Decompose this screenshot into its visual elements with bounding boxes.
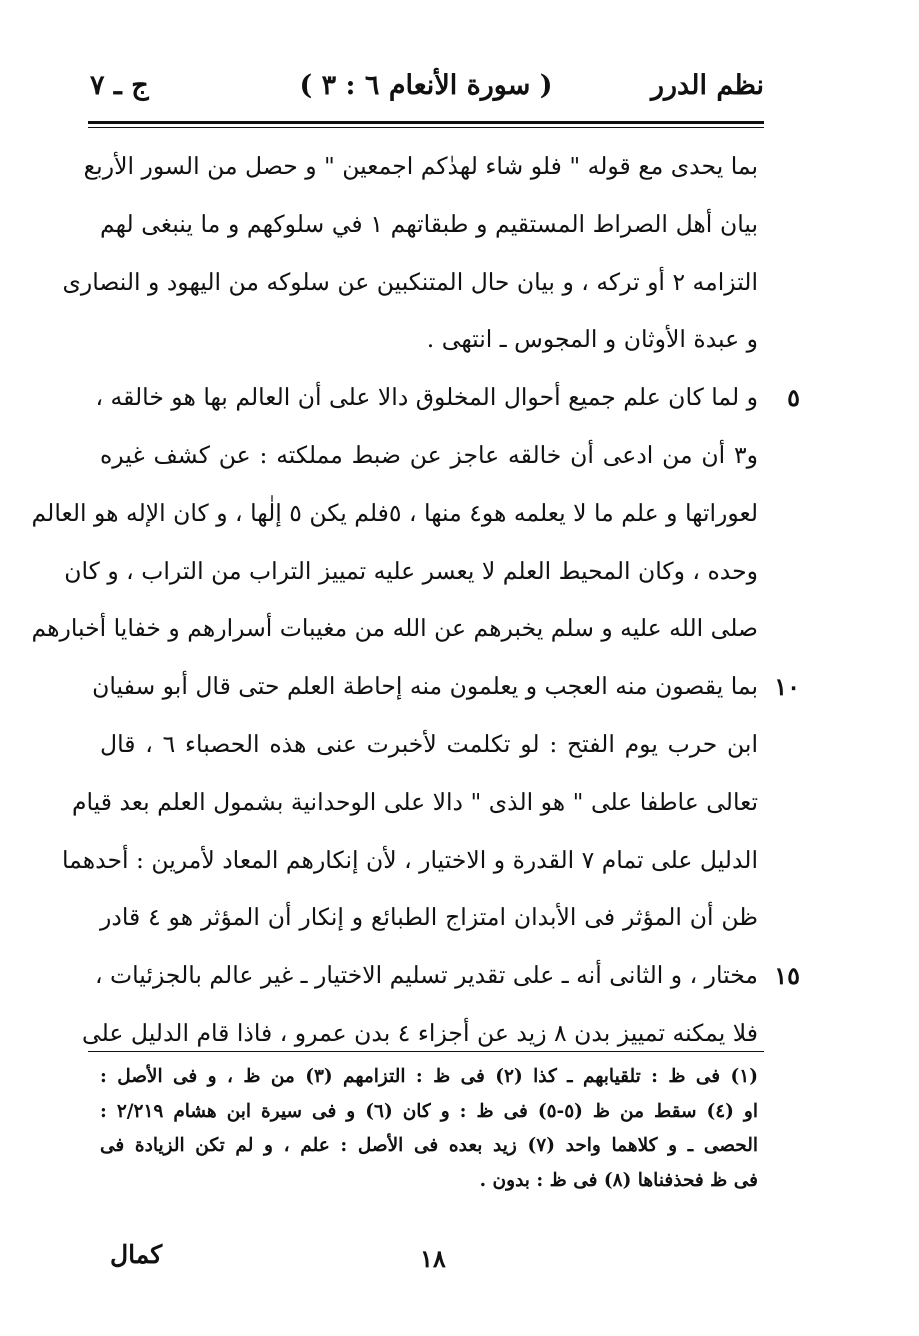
footnote-line: فى ظ فحذفناها (٨) فى ظ : بدون . — [479, 1169, 758, 1191]
text-line — [83, 138, 758, 196]
line-number: ٥ — [787, 383, 800, 413]
text-line — [61, 832, 758, 890]
line-text: ظن أن المؤثر فى الأبدان امتزاج الطبائع و إنكار أن المؤثر هو ٤ قادر — [100, 903, 759, 932]
volume-label: ج ـ ٧ — [90, 70, 149, 101]
line-text: بيان أهل الصراط المستقيم و طبقاتهم ١ في سلوكهم و ما ينبغى لهم — [100, 209, 758, 238]
text-line — [31, 600, 758, 658]
text-line — [31, 485, 758, 543]
text-line — [71, 774, 758, 832]
header-rule-thick — [88, 121, 764, 124]
text-line — [100, 196, 758, 254]
text-line — [100, 311, 758, 369]
line-text: وحده ، وكان المحيط العلم لا يعسر عليه تمييز التراب من التراب ، و كان — [64, 556, 758, 585]
text-line — [62, 254, 758, 312]
main-text — [31, 138, 800, 1063]
footnote-line: او (٤) سقط من ظ (٥-٥) فى ظ : و كان (٦) و فى سيرة ابن هشام ٢/٢١٩ : — [100, 1100, 758, 1122]
text-line — [82, 1005, 758, 1063]
surah-reference: ( سورة الأنعام ٦ : ٣ ) — [299, 70, 553, 101]
line-text: بما يقصون منه العجب و يعلمون منه إحاطة العلم حتى قال أبو سفيان — [92, 672, 758, 701]
text-line — [100, 427, 758, 485]
line-number: ١٠ — [774, 672, 800, 702]
catchword: كمال — [110, 1240, 163, 1269]
text-line — [100, 889, 758, 947]
line-text: التزامه ٢ أو تركه ، و بيان حال المتنكبين عن سلوكه من اليهود و النصارى — [62, 267, 758, 296]
line-text: و٣ أن من ادعى أن خالقه عاجز عن ضبط مملكته : عن كشف غيره — [100, 440, 758, 469]
line-text: صلى الله عليه و سلم يخبرهم عن الله من مغيبات أسرارهم و خفايا أخبارهم — [31, 614, 758, 643]
line-number: ١٥ — [774, 961, 800, 991]
text-line — [64, 543, 758, 601]
text-line — [92, 658, 800, 716]
line-text: مختار ، و الثانى أنه ـ على تقدير تسليم الاختيار ـ غير عالم بالجزئيات ، — [94, 961, 758, 990]
footnote-separator — [88, 1051, 764, 1052]
line-text: فلا يمكنه تمييز بدن ٨ زيد عن أجزاء ٤ بدن عمرو ، فاذا قام الدليل على — [82, 1018, 758, 1047]
line-text: الدليل على تمام ٧ القدرة و الاختيار ، لأن إنكارهم المعاد لأمرين : أحدهما — [61, 845, 758, 874]
line-text: ابن حرب يوم الفتح : لو تكلمت لأخبرت عنى هذه الحصباء ٦ ، قال — [100, 729, 758, 758]
line-text: و عبدة الأوثان و المجوس ـ انتهى . — [426, 325, 758, 354]
line-text: لعوراتها و علم ما لا يعلمه هو٤ منها ، ٥فلم يكن ٥ إلٰها ، و كان الإله هو العالم — [31, 498, 758, 527]
footnote-line: الحصى ـ و كلاهما واحد (٧) زيد بعده فى الأصل : علم ، و لم تكن الزيادة فى — [100, 1135, 758, 1156]
book-title: نظم الدرر — [650, 70, 764, 101]
header-rule-thin — [88, 127, 764, 128]
line-text: و لما كان علم جميع أحوال المخلوق دالا على أن العالم بها هو خالقه ، — [95, 383, 758, 412]
text-line — [94, 947, 800, 1005]
line-text: تعالى عاطفا على " هو الذى " دالا على الوحدانية بشمول العلم بعد قيام — [71, 787, 758, 816]
text-line — [95, 369, 800, 427]
line-text: بما يحدى مع قوله " فلو شاء لهدٰكم اجمعين " و حصل من السور الأربع — [83, 152, 758, 180]
footnotes — [100, 1060, 758, 1198]
footnote-line: (١) فى ظ : تلقيابهم ـ كذا (٢) فى ظ : التزامهم (٣) من ظ ، و فى الأصل : — [100, 1066, 758, 1087]
text-line — [100, 716, 758, 774]
running-header — [88, 62, 764, 112]
page-number: ١٨ — [420, 1244, 446, 1273]
